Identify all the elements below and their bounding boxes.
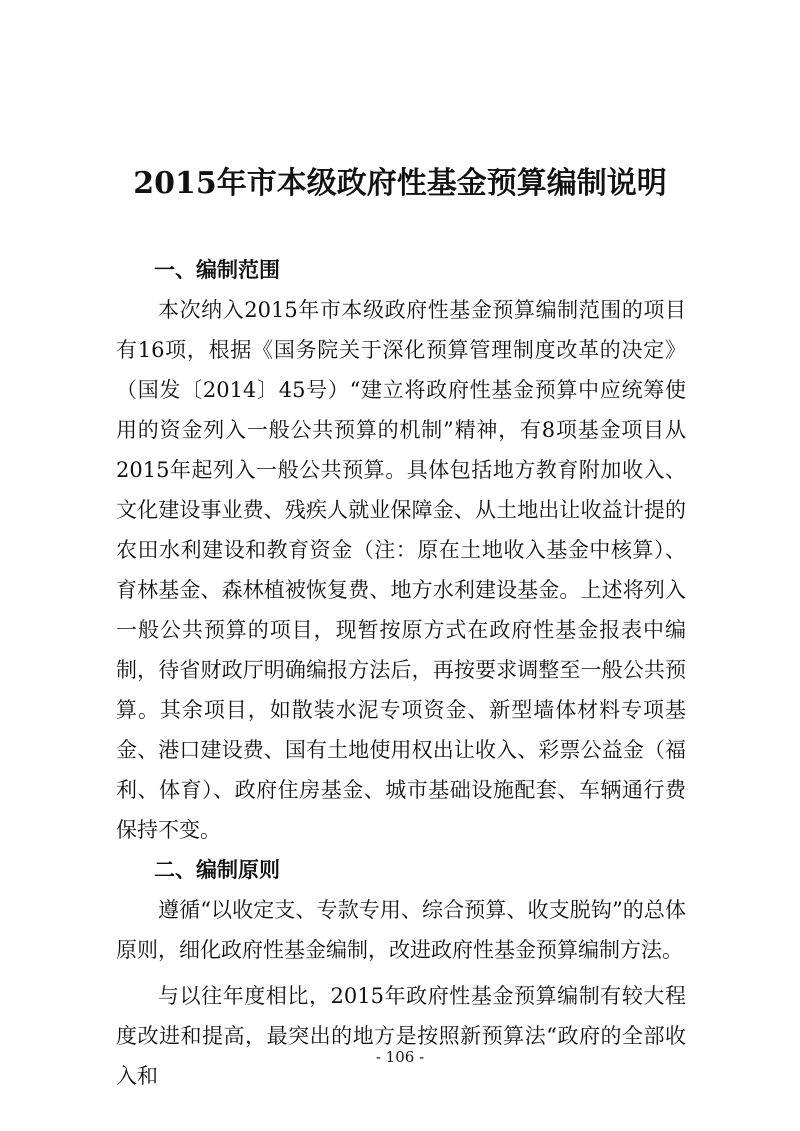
- paragraph: 与以往年度相比，2015年政府性基金预算编制有较大程度改进和提高，最突出的地方是按照新预算法“政府的全部收入和: [116, 984, 686, 1088]
- section-heading: 二、编制原则: [154, 858, 280, 882]
- document-title: 2015年市本级政府性基金预算编制说明: [133, 166, 667, 201]
- paragraph: 本次纳入2015年市本级政府性基金预算编制范围的项目有16项，根据《国务院关于深化预算管理制度改革的决定》（国发〔2014〕45号）“建立将政府性基金预算中应统筹使用的资金列入一般公共预算的机制”精神，有8项基金项目从2015年起列入一般公共预算。具体包括地方教育附加收入、文化建设事业费、残疾人就业保障金、从土地出让收益计提的农田水利建设和教育资金（注：原在土地收入基金中核算）、育林基金、森林植被恢复费、地方水利建设基金。上述将列入一般公共预算的项目，现暂按原方式在政府性基金报表中编制，待省财政厅明确编报方法后，再按要求调整至一般公共预算。其余项目，如散装水泥专项资金、新型墙体材料专项基金、港口建设费、国有土地使用权出让收入、彩票公益金（福利、体育）、政府住房基金、城市基础设施配套、车辆通行费保持不变。: [116, 298, 686, 842]
- paragraph: 遵循“以收定支、专款专用、综合预算、收支脱钩”的总体原则，细化政府性基金编制，改进政府性基金预算编制方法。: [116, 898, 686, 962]
- section-heading: 一、编制范围: [154, 258, 280, 282]
- document-body: [116, 250, 686, 1096]
- section-scope: [116, 250, 686, 850]
- page-number: - 106 -: [375, 1048, 425, 1066]
